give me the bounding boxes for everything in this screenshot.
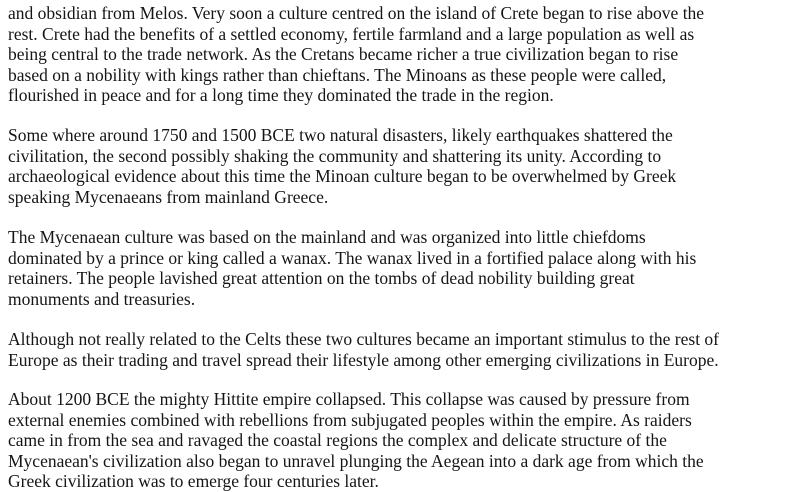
paragraph-celts-stimulus: Although not really related to the Celts these two cultures became an important stimulus to the rest of Europe as their trading and travel spread their lifestyle among other emerging civilizations in Europe. [8,329,720,370]
paragraph-crete-minoans: and obsidian from Melos. Very soon a culture centred on the island of Crete began to rise above the rest. Crete had the benefits of a settled economy, fertile farmland and a large population as well as being central to the trade network. As the Cretans became richer a true civilization began to rise based on a nobility with kings rather than chieftans. The Minoans as these people were called, flourished in peace and for a long time they dominated the trade in the region. [8,3,705,105]
paragraph-hittite-collapse: About 1200 BCE the mighty Hittite empire collapsed. This collapse was caused by pressure from external enemies combined with rebellions from subjugated peoples within the empire. As raiders came in from the sea and ravaged the coastal regions the complex and delicate structure of the Mycenaean's civilization also began to unravel plunging the Aegean into a dark age from which the Greek civilization was to emerge four centuries later. [8,389,704,491]
paragraph-natural-disasters: Some where around 1750 and 1500 BCE two natural disasters, likely earthquakes shattered the civilitation, the second possibly shaking the community and shattering its unity. According to archaeological evidence about this time the Minoan culture began to be overwhelmed by Greek speaking Mycenaeans from mainland Greece. [8,125,677,207]
paragraph-mycenaean-culture: The Mycenaean culture was based on the mainland and was organized into little chiefdoms dominated by a prince or king called a wanax. The wanax lived in a fortified palace along with his retainers. The people lavished great attention on the tombs of dead nobility building great monuments and treasuries. [8,227,697,309]
